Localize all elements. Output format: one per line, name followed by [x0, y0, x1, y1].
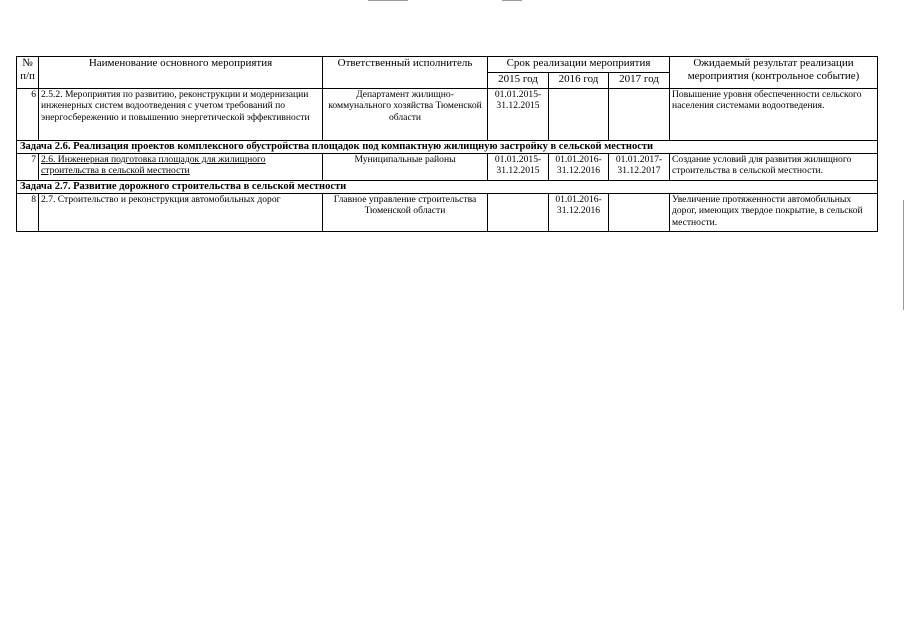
- table-row: [17, 194, 878, 232]
- table-row: [17, 154, 878, 181]
- header-num: № п/п: [17, 57, 39, 89]
- task-row: [17, 181, 878, 194]
- row-name: 2.5.2. Мероприятия по развитию, реконструкции и модернизации инженерных систем водоотведения с учетом требований по энергосбережению и повышению энергетической эффективности: [39, 89, 323, 141]
- row-2016: [549, 89, 609, 141]
- row-executor: Департамент жилищно-коммунального хозяйства Тюменской области: [323, 89, 488, 141]
- row-2015: 01.01.2015-31.12.2015: [488, 89, 549, 141]
- task-row: [17, 141, 878, 154]
- row-executor: Муниципальные районы: [323, 154, 488, 181]
- row-result: Создание условий для развития жилищного строительства в сельской местности.: [670, 154, 878, 181]
- row-2015: [488, 194, 549, 232]
- activities-table: [16, 56, 878, 232]
- header-row: [17, 57, 878, 73]
- row-num: 8: [17, 194, 39, 232]
- task-title: Задача 2.6. Реализация проектов комплексного обустройства площадок под компактную жилищную застройку в сельской местности: [17, 141, 878, 154]
- row-name: 2.7. Строительство и реконструкция автомобильных дорог: [39, 194, 323, 232]
- header-name: Наименование основного мероприятия: [39, 57, 323, 89]
- task-title: Задача 2.7. Развитие дорожного строительства в сельской местности: [17, 181, 878, 194]
- scan-mark: [502, 0, 522, 1]
- row-2017: [609, 89, 670, 141]
- row-result: Повышение уровня обеспеченности сельского населения системами водоотведения.: [670, 89, 878, 141]
- row-2016: 01.01.2016-31.12.2016: [549, 194, 609, 232]
- header-result: Ожидаемый результат реализации мероприятия (контрольное событие): [670, 57, 878, 89]
- row-2017: 01.01.2017-31.12.2017: [609, 154, 670, 181]
- scan-mark: [368, 0, 408, 1]
- header-executor: Ответственный исполнитель: [323, 57, 488, 89]
- row-num: 7: [17, 154, 39, 181]
- row-name: 2.6. Инженерная подготовка площадок для жилищного строительства в сельской местности: [39, 154, 323, 181]
- row-executor: Главное управление строительства Тюменской области: [323, 194, 488, 232]
- table-row: [17, 89, 878, 141]
- header-period: Срок реализации мероприятия: [488, 57, 670, 73]
- header-year-2017: 2017 год: [609, 73, 670, 89]
- row-result: Увеличение протяженности автомобильных дорог, имеющих твердое покрытие, в сельской местности.: [670, 194, 878, 232]
- header-year-2016: 2016 год: [549, 73, 609, 89]
- row-2015: 01.01.2015-31.12.2015: [488, 154, 549, 181]
- row-2016: 01.01.2016-31.12.2016: [549, 154, 609, 181]
- header-year-2015: 2015 год: [488, 73, 549, 89]
- row-2017: [609, 194, 670, 232]
- scan-mark: [903, 200, 904, 310]
- row-num: 6: [17, 89, 39, 141]
